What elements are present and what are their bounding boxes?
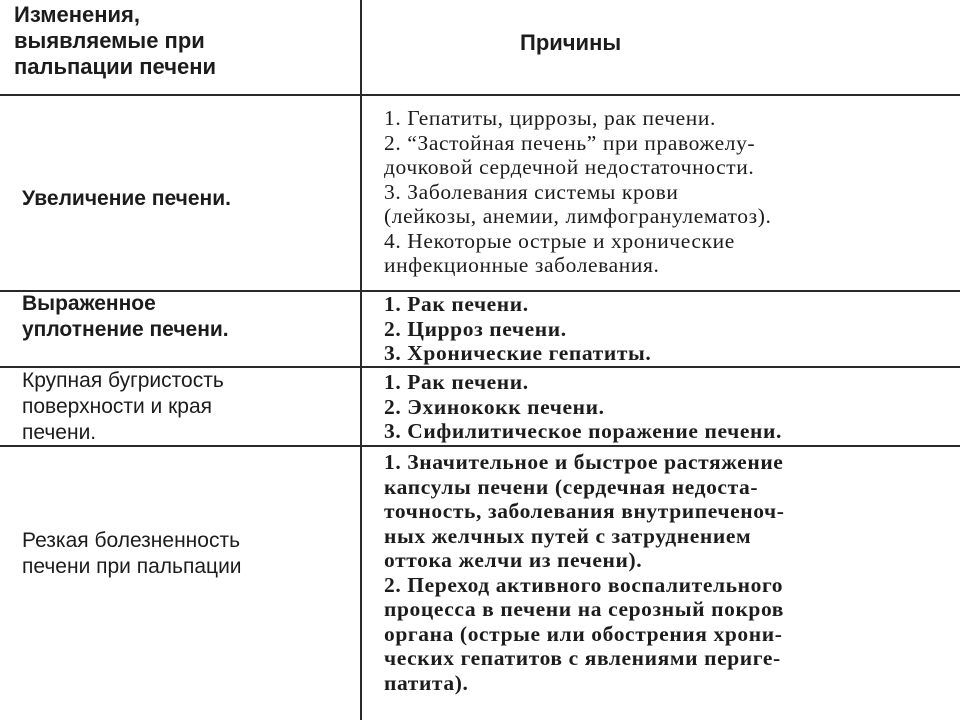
change-line: печени при пальпации [22,555,242,578]
header-divider [0,94,960,96]
cause-line: инфекционные заболевания. [384,253,660,277]
change-line: Увеличение печени. [22,187,231,210]
cause-line: оттока желчи из печени). [384,548,643,572]
cause-line: ческих гепатитов с явлениями периге- [384,646,781,670]
cause-line: 1. Рак печени. [384,370,529,394]
header-causes: Причины [520,30,622,55]
cause-line: 1. Гепатиты, циррозы, рак печени. [384,106,716,130]
row-2-causes [384,292,956,366]
cause-line: 1. Рак печени. [384,292,529,316]
cause-line: капсулы печени (сердечная недоста- [384,474,759,499]
cause-line: 3. Сифилитическое поражение печени. [384,419,782,443]
row-4-causes [384,450,956,695]
row-3-change [22,368,352,446]
cause-line: 2. Переход активного воспалительного [384,572,784,597]
change-line: Выраженное [22,292,156,315]
cause-line: 2. Эхинококк печени. [384,394,605,419]
cause-line: 2. Цирроз печени. [384,316,567,341]
row-2-change [22,291,352,343]
header-changes-line: выявляемые при [14,28,205,53]
cause-line: ных желчных путей с затруднением [384,523,752,548]
row-1-change [22,186,352,212]
cause-line: 3. Заболевания системы крови [384,179,679,204]
cause-line: точность, заболевания внутрипеченоч- [384,499,785,523]
row-4-change [22,528,352,580]
cause-line: (лейкозы, анемии, лимфогранулематоз). [384,204,772,228]
column-divider [360,0,362,720]
cause-line: 2. “Застойная печень” при правожелу- [384,130,756,155]
cause-line: дочковой сердечной недостаточности. [384,155,755,179]
change-line: поверхности и края [22,395,213,418]
row-3-causes [384,370,956,444]
cause-line: процесса в печени на серозный покров [384,597,785,621]
cause-line: органа (острые или обострения хрони- [384,621,783,646]
change-line: печени. [22,421,97,444]
cause-line: патита). [384,670,469,695]
change-line: уплотнение печени. [22,318,229,341]
change-line: Резкая болезненность [22,529,241,552]
header-changes [14,2,344,80]
cause-line: 1. Значительное и быстрое растяжение [384,450,784,474]
row-1-causes [384,106,956,278]
header-changes-line: Изменения, [14,2,140,27]
change-line: Крупная бугристость [22,369,224,392]
cause-line: 4. Некоторые острые и хронические [384,228,735,253]
header-changes-line: пальпации печени [14,54,217,79]
cause-line: 3. Хронические гепатиты. [384,341,652,365]
